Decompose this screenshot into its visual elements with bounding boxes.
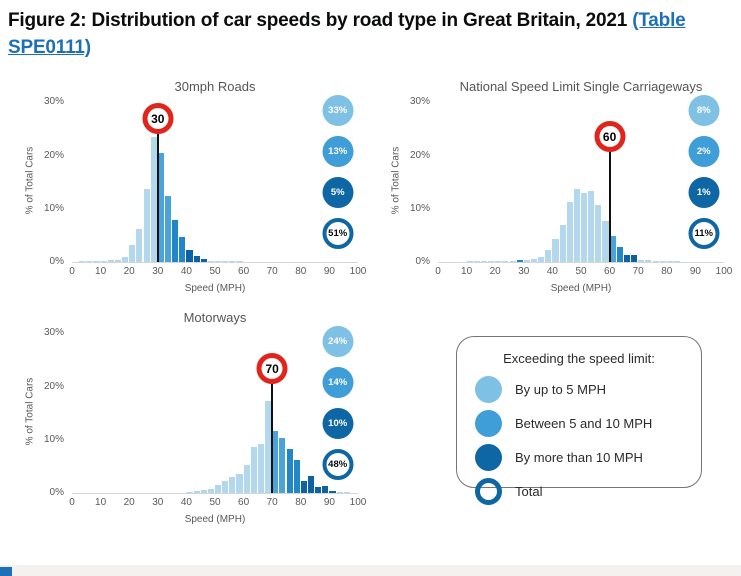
histogram-bar — [201, 259, 207, 262]
histogram-bar — [194, 491, 200, 493]
histogram-bar — [567, 202, 573, 262]
histogram-bar — [93, 261, 99, 263]
histogram-bar — [136, 229, 142, 263]
chart-body — [8, 96, 358, 268]
y-tick-label: 30% — [43, 96, 64, 108]
histogram-bar — [165, 196, 171, 263]
plot-area — [72, 333, 358, 494]
histogram-bar — [194, 256, 200, 262]
stat-bubbles — [322, 95, 353, 249]
histogram-bar — [86, 261, 92, 262]
y-axis — [8, 327, 72, 499]
x-tick-label: 90 — [323, 266, 335, 278]
plot-area — [72, 102, 358, 263]
histogram-bar — [517, 260, 523, 262]
legend-items — [475, 376, 683, 505]
speed-limit-line — [271, 384, 273, 493]
histogram-bar — [595, 205, 601, 262]
chart-title: National Speed Limit Single Carriageways — [459, 79, 703, 95]
x-tick-label: 100 — [349, 497, 367, 509]
histogram-bar — [215, 485, 221, 493]
stat-bubble-total: 11% — [688, 218, 719, 249]
histogram-bar — [186, 492, 192, 493]
x-axis — [435, 266, 733, 281]
histogram-bar — [660, 261, 666, 262]
histogram-bar — [617, 247, 623, 262]
histogram-bar — [122, 257, 128, 262]
stat-bubbles — [688, 95, 719, 249]
legend-item — [475, 444, 683, 471]
histogram-bar — [624, 255, 630, 262]
histogram-bar — [524, 260, 530, 262]
histogram-bar — [222, 261, 228, 262]
histogram-bar — [115, 260, 121, 263]
y-tick-label: 20% — [43, 149, 64, 161]
histogram-bar — [179, 237, 185, 262]
y-axis-title: % of Total Cars — [390, 146, 402, 214]
y-tick-label: 0% — [415, 256, 430, 268]
x-tick-label: 60 — [238, 497, 250, 509]
x-axis — [69, 266, 367, 281]
y-tick-label: 10% — [43, 433, 64, 445]
x-tick-label: 30 — [518, 266, 530, 278]
histogram-bar — [129, 245, 135, 262]
x-tick-label: 30 — [152, 266, 164, 278]
bottom-left-blue-chip — [0, 567, 12, 576]
histogram-bar — [101, 261, 107, 263]
x-axis-title: Speed (MPH) — [184, 514, 246, 526]
histogram-bar — [279, 438, 285, 493]
histogram-bar — [236, 261, 242, 262]
x-axis-title: Speed (MPH) — [550, 283, 612, 295]
histogram-bar — [337, 492, 343, 494]
y-tick-label: 0% — [49, 487, 64, 499]
y-axis-title: % of Total Cars — [24, 377, 36, 445]
stat-bubble-total: 48% — [322, 449, 353, 480]
histogram-bar — [552, 239, 558, 262]
x-tick-label: 50 — [575, 266, 587, 278]
legend-item — [475, 376, 683, 403]
x-tick-label: 70 — [266, 266, 278, 278]
legend-item — [475, 478, 683, 505]
histogram-bar — [653, 261, 659, 263]
chart-body — [374, 96, 724, 268]
chart-motorways — [8, 310, 367, 526]
histogram-bar — [229, 261, 235, 262]
chart-30mph-roads — [8, 79, 367, 295]
legend-box — [456, 336, 702, 500]
histogram-bar — [108, 260, 114, 262]
stat-bubble-5to10: 13% — [322, 136, 353, 167]
histogram-bar — [531, 259, 537, 262]
x-tick-label: 70 — [266, 497, 278, 509]
bottom-strip — [0, 565, 741, 576]
stat-bubble-total: 51% — [322, 218, 353, 249]
stat-bubble-upto5: 33% — [322, 95, 353, 126]
x-axis — [69, 497, 367, 512]
x-tick-label: 80 — [661, 266, 673, 278]
histogram-bar — [545, 250, 551, 262]
histogram-bar — [502, 261, 508, 263]
histogram-bar — [172, 220, 178, 263]
x-tick-label: 70 — [632, 266, 644, 278]
histogram-bar — [229, 477, 235, 493]
histogram-bar — [236, 474, 242, 493]
histogram-bar — [315, 487, 321, 493]
legend-cell — [374, 310, 724, 525]
histogram-bar — [294, 460, 300, 493]
histogram-bar — [329, 491, 335, 493]
legend-swatch-upto5 — [475, 376, 502, 403]
x-tick-label: 50 — [209, 266, 221, 278]
x-tick-label: 20 — [489, 266, 501, 278]
histogram-bar — [222, 481, 228, 493]
chart-nsl-single-carriageways — [374, 79, 733, 295]
legend-item-label: By more than 10 MPH — [515, 450, 643, 466]
x-tick-label: 40 — [546, 266, 558, 278]
chart-body — [8, 327, 358, 499]
stat-bubbles — [322, 326, 353, 480]
legend-item-label: Between 5 and 10 MPH — [515, 416, 653, 432]
speed-limit-line — [609, 152, 611, 262]
figure-title — [8, 8, 714, 61]
x-tick-label: 60 — [604, 266, 616, 278]
table-link[interactable]: (Table SPE0111) — [8, 10, 686, 58]
legend-swatch-total — [475, 478, 502, 505]
histogram-bar — [322, 486, 328, 493]
x-tick-label: 50 — [209, 497, 221, 509]
stat-bubble-over10: 5% — [322, 177, 353, 208]
histogram-bar — [287, 449, 293, 493]
figure-container — [0, 8, 741, 525]
plot-area — [438, 102, 724, 263]
x-tick-label: 40 — [180, 497, 192, 509]
histogram-bar — [645, 260, 651, 262]
y-axis — [374, 96, 438, 268]
x-tick-label: 10 — [461, 266, 473, 278]
histogram-bar — [581, 193, 587, 262]
histogram-bar — [208, 489, 214, 493]
y-tick-label: 20% — [409, 149, 430, 161]
histogram-bar — [667, 261, 673, 262]
x-tick-label: 40 — [180, 266, 192, 278]
stat-bubble-over10: 1% — [688, 177, 719, 208]
charts-grid — [0, 79, 741, 525]
chart-title: Motorways — [183, 310, 247, 326]
histogram-bar — [208, 261, 214, 263]
y-tick-label: 20% — [43, 380, 64, 392]
histogram-bar — [588, 191, 594, 262]
stat-bubble-upto5: 8% — [688, 95, 719, 126]
legend-item-label: Total — [515, 484, 543, 500]
x-tick-label: 0 — [69, 497, 75, 509]
x-tick-label: 90 — [689, 266, 701, 278]
y-tick-label: 10% — [409, 202, 430, 214]
histogram-bar — [215, 261, 221, 262]
y-tick-label: 30% — [43, 327, 64, 339]
legend-item — [475, 410, 683, 437]
legend-swatch-over10 — [475, 444, 502, 471]
y-tick-label: 10% — [43, 202, 64, 214]
histogram-bar — [201, 490, 207, 493]
histogram-bar — [344, 492, 350, 493]
histogram-bar — [244, 465, 250, 493]
speed-limit-sign: 30 — [142, 103, 173, 134]
histogram-bar — [301, 481, 307, 493]
x-tick-label: 0 — [435, 266, 441, 278]
x-tick-label: 30 — [152, 497, 164, 509]
x-tick-label: 80 — [295, 497, 307, 509]
histogram-bar — [308, 476, 314, 494]
figure-title-text: Figure 2: Distribution of car speeds by road type in Great Britain, 2021 — [8, 10, 628, 31]
y-tick-label: 0% — [49, 256, 64, 268]
histogram-bar — [495, 261, 501, 262]
x-tick-label: 0 — [69, 266, 75, 278]
stat-bubble-over10: 10% — [322, 408, 353, 439]
x-tick-label: 100 — [349, 266, 367, 278]
legend-title: Exceeding the speed limit: — [503, 351, 655, 367]
x-axis-title: Speed (MPH) — [184, 283, 246, 295]
x-tick-label: 20 — [123, 266, 135, 278]
x-tick-label: 10 — [95, 497, 107, 509]
histogram-bar — [474, 261, 480, 262]
x-tick-label: 80 — [295, 266, 307, 278]
histogram-bar — [481, 261, 487, 262]
x-tick-label: 10 — [95, 266, 107, 278]
speed-limit-line — [157, 134, 159, 262]
legend-swatch-5to10 — [475, 410, 502, 437]
y-axis — [8, 96, 72, 268]
y-tick-label: 30% — [409, 96, 430, 108]
stat-bubble-upto5: 24% — [322, 326, 353, 357]
histogram-bar — [186, 250, 192, 262]
histogram-bar — [488, 261, 494, 262]
x-tick-label: 100 — [715, 266, 733, 278]
y-axis-title: % of Total Cars — [24, 146, 36, 214]
histogram-bar — [538, 257, 544, 262]
x-tick-label: 20 — [123, 497, 135, 509]
x-tick-label: 60 — [238, 266, 250, 278]
histogram-bar — [574, 189, 580, 263]
speed-limit-sign: 70 — [257, 353, 288, 384]
legend-item-label: By up to 5 MPH — [515, 382, 607, 398]
histogram-bar — [251, 447, 257, 493]
x-tick-label: 90 — [323, 497, 335, 509]
histogram-bar — [79, 261, 85, 262]
histogram-bar — [510, 261, 516, 263]
histogram-bar — [638, 260, 644, 263]
histogram-bar — [560, 225, 566, 262]
histogram-bar — [674, 261, 680, 262]
stat-bubble-5to10: 2% — [688, 136, 719, 167]
histogram-bar — [467, 261, 473, 262]
speed-limit-sign: 60 — [594, 121, 625, 152]
histogram-bar — [631, 255, 637, 262]
chart-title: 30mph Roads — [174, 79, 256, 95]
stat-bubble-5to10: 14% — [322, 367, 353, 398]
histogram-bar — [258, 444, 264, 494]
histogram-bar — [144, 189, 150, 263]
